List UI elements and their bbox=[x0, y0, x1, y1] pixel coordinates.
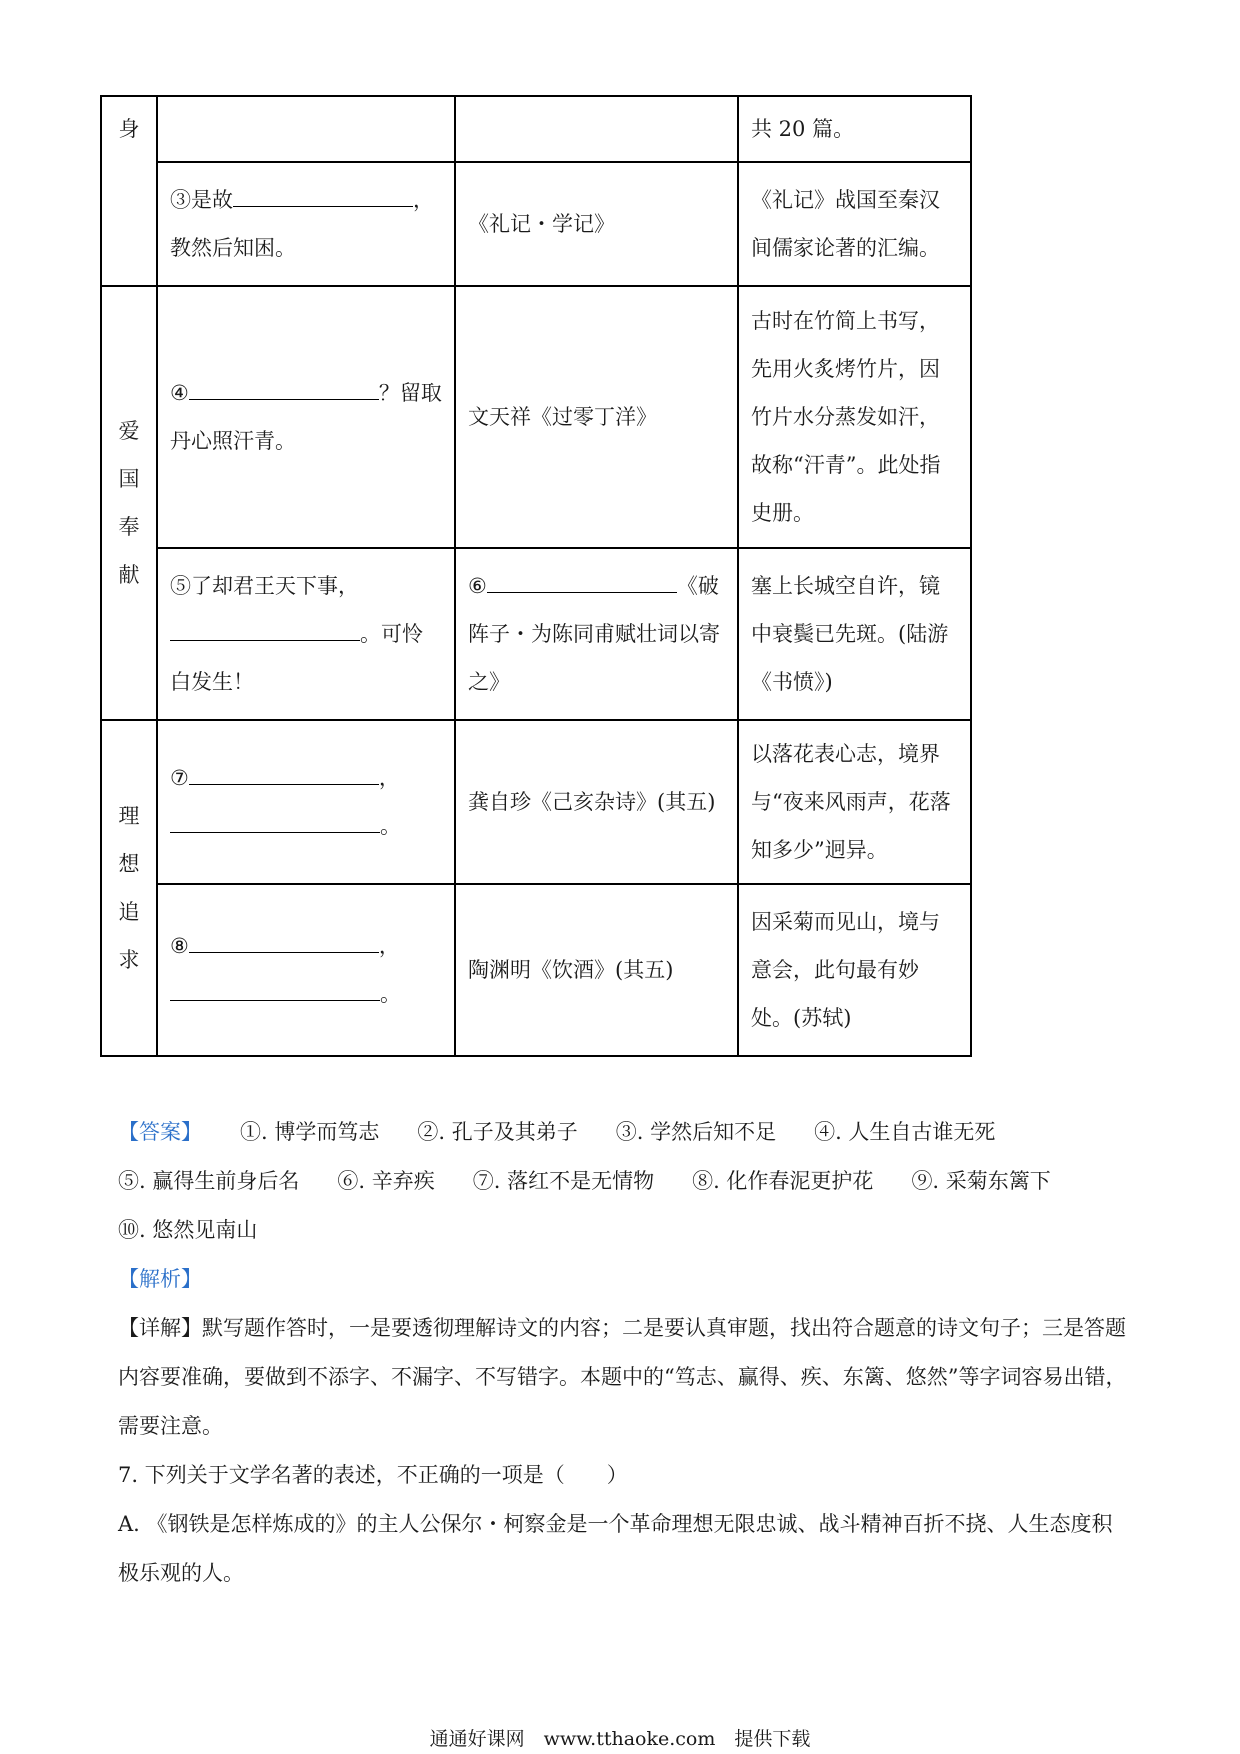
answer-item: ⑦. 落红不是无情物 bbox=[472, 1169, 655, 1193]
category-label: 身 bbox=[118, 117, 140, 141]
source-cell: 文天祥《过零丁洋》 bbox=[455, 286, 738, 548]
answer-label: 【答案】 bbox=[118, 1120, 202, 1144]
option-a: A. 《钢铁是怎样炼成的》的主人公保尔・柯察金是一个革命理想无限忠诚、战斗精神百折不挠、人生态度积极乐观的人。 bbox=[118, 1512, 1113, 1585]
question-7: 7. 下列关于文学名著的表述，不正确的一项是（ ） bbox=[118, 1463, 628, 1487]
note-cell: 因采菊而见山，境与意会，此句最有妙处。(苏轼) bbox=[738, 884, 971, 1056]
table-row bbox=[101, 884, 971, 1056]
note-cell: 共 20 篇。 bbox=[738, 96, 971, 162]
source-text: 《破阵子・为陈同甫赋壮词以寄之》 bbox=[468, 574, 720, 694]
note-cell: 塞上长城空自许，镜中衰鬓已先斑。(陆游《书愤》) bbox=[738, 548, 971, 720]
answer-blank[interactable] bbox=[487, 562, 677, 593]
answer-blank[interactable] bbox=[170, 610, 360, 641]
answer-blank[interactable] bbox=[170, 970, 380, 1001]
source-cell: 陶渊明《饮酒》(其五) bbox=[455, 884, 738, 1056]
category-cell bbox=[101, 286, 157, 720]
answer-blank[interactable] bbox=[189, 754, 379, 785]
question-text: ④ bbox=[170, 381, 189, 405]
answer-item: ③. 学然后知不足 bbox=[615, 1120, 777, 1144]
source-cell: 《礼记・学记》 bbox=[455, 162, 738, 286]
question-cell: ⑧ ， 。 bbox=[157, 884, 455, 1056]
poem-table bbox=[100, 95, 972, 1057]
note-cell: 古时在竹简上书写，先用火炙烤竹片，因竹片水分蒸发如汗，故称“汗青”。此处指史册。 bbox=[738, 286, 971, 548]
table-row bbox=[101, 720, 971, 884]
category-cell bbox=[101, 96, 157, 286]
analysis-label: 【解析】 bbox=[118, 1267, 202, 1291]
question-text: ③是故 bbox=[170, 188, 233, 212]
note-cell: 《礼记》战国至秦汉间儒家论著的汇编。 bbox=[738, 162, 971, 286]
answer-item: ⑧. 化作春泥更护花 bbox=[692, 1169, 874, 1193]
answer-blank[interactable] bbox=[170, 802, 380, 833]
table-row bbox=[101, 162, 971, 286]
question-cell: ⑤了却君王天下事， 。可怜白发生！ bbox=[157, 548, 455, 720]
question-cell: ③是故 ，教然后知困。 bbox=[157, 162, 455, 286]
footer-watermark: 通通好课网 www.tthaoke.com 提供下载 bbox=[429, 1728, 811, 1750]
answer-item: ④. 人生自古谁无死 bbox=[814, 1120, 996, 1144]
category-cell bbox=[101, 720, 157, 1056]
source-number: ⑥ bbox=[468, 574, 487, 598]
answer-section bbox=[118, 1108, 1128, 1255]
source-cell bbox=[455, 96, 738, 162]
answer-blank[interactable] bbox=[189, 369, 379, 400]
question-cell bbox=[157, 96, 455, 162]
table-row bbox=[101, 286, 971, 548]
answer-item: ⑨. 采菊东篱下 bbox=[911, 1169, 1051, 1193]
answer-item: ②. 孔子及其弟子 bbox=[417, 1120, 578, 1144]
source-cell bbox=[455, 548, 738, 720]
answer-item: ⑤. 赢得生前身后名 bbox=[118, 1169, 300, 1193]
answer-item: ①. 博学而笃志 bbox=[240, 1120, 380, 1144]
question-text: ⑦ bbox=[170, 766, 189, 790]
table-row bbox=[101, 96, 971, 162]
category-label: 理想追求 bbox=[118, 804, 140, 972]
answer-item: ⑩. 悠然见南山 bbox=[118, 1218, 258, 1242]
question-text: ⑧ bbox=[170, 934, 189, 958]
table-row bbox=[101, 548, 971, 720]
answer-blank[interactable] bbox=[189, 922, 379, 953]
detail-paragraph: 【详解】默写题作答时，一是要透彻理解诗文的内容；二是要认真审题，找出符合题意的诗文句子；三是答题内容要准确，要做到不添字、不漏字、不写错字。本题中的“笃志、赢得、疾、东篱、悠然”等字词容易出错，需要注意。 bbox=[118, 1316, 1127, 1438]
category-label: 爱国奉献 bbox=[118, 419, 140, 587]
answer-item: ⑥. 辛弃疾 bbox=[337, 1169, 435, 1193]
question-cell: ④ ？留取丹心照汗青。 bbox=[157, 286, 455, 548]
source-cell: 龚自珍《己亥杂诗》(其五) bbox=[455, 720, 738, 884]
note-cell: 以落花表心志，境界与“夜来风雨声，花落知多少”迥异。 bbox=[738, 720, 971, 884]
question-text: ⑤了却君王天下事， bbox=[170, 574, 359, 598]
answer-blank[interactable] bbox=[233, 176, 413, 207]
question-cell: ⑦ ， 。 bbox=[157, 720, 455, 884]
